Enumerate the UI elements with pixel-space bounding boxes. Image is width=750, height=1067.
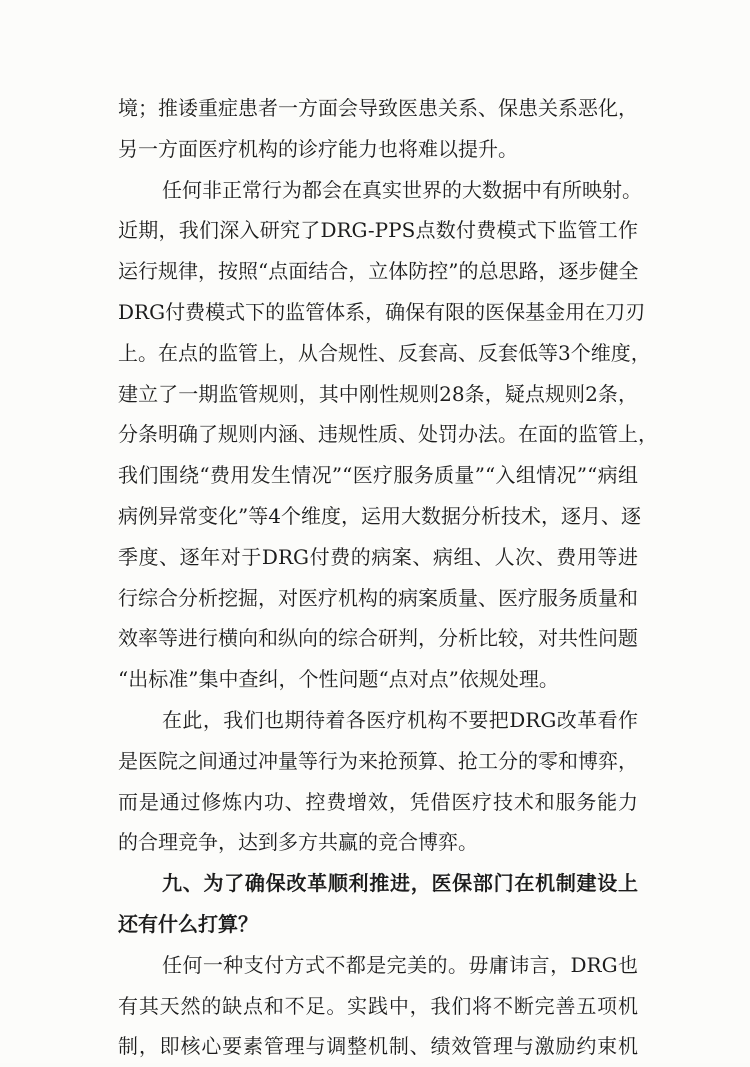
- paragraph-line: 在此，我们也期待着各医疗机构不要把DRG改革看作: [162, 707, 638, 732]
- paragraph-line: 而是通过修炼内功、控费增效，凭借医疗技术和服务能力: [118, 789, 638, 814]
- paragraph-line: 近期，我们深入研究了DRG-PPS点数付费模式下监管工作: [118, 218, 638, 243]
- paragraph-line: 是医院之间通过冲量等行为来抢预算、抢工分的零和博弈，: [118, 748, 638, 773]
- section-heading-line: 还有什么打算？: [118, 911, 258, 936]
- paragraph-line: 有其天然的缺点和不足。实践中，我们将不断完善五项机: [118, 993, 638, 1018]
- paragraph-line: 分条明确了规则内涵、违规性质、处罚办法。在面的监管上，: [118, 422, 658, 447]
- paragraph-line: 任何非正常行为都会在真实世界的大数据中有所映射。: [162, 177, 642, 202]
- paragraph-line: 病例异常变化”等4个维度，运用大数据分析技术，逐月、逐: [118, 503, 641, 528]
- paragraph-line: 制，即核心要素管理与调整机制、绩效管理与激励约束机: [118, 1034, 638, 1059]
- paragraph-line: 我们围绕“费用发生情况”“医疗服务质量”“入组情况”“病组: [118, 463, 638, 488]
- paragraph-line: 季度、逐年对于DRG付费的病案、病组、人次、费用等进: [118, 544, 638, 569]
- paragraph-line: 另一方面医疗机构的诊疗能力也将难以提升。: [118, 136, 518, 161]
- paragraph-line: 境；推诿重症患者一方面会导致医患关系、保患关系恶化，: [118, 96, 638, 120]
- paragraph-line: 效率等进行横向和纵向的综合研判，分析比较，对共性问题: [118, 626, 638, 651]
- paragraph-line: 任何一种支付方式不都是完美的。毋庸讳言，DRG也: [162, 952, 638, 977]
- document-body: [118, 88, 658, 1067]
- paragraph-line: 建立了一期监管规则，其中刚性规则28条，疑点规则2条，: [118, 381, 638, 406]
- paragraph-line: DRG付费模式下的监管体系，确保有限的医保基金用在刀刃: [118, 299, 646, 324]
- paragraph-line: 的合理竞争，达到多方共赢的竞合博弈。: [118, 830, 478, 855]
- paragraph-line: 上。在点的监管上，从合规性、反套高、反套低等3个维度，: [118, 340, 651, 365]
- paragraph-line: 行综合分析挖掘，对医疗机构的病案质量、医疗服务质量和: [118, 585, 638, 610]
- section-heading-line: 九、为了确保改革顺利推进，医保部门在机制建设上: [162, 871, 638, 896]
- paragraph-line: “出标准”集中查纠，个性问题“点对点”依规处理。: [118, 667, 559, 692]
- paragraph-line: 运行规律，按照“点面结合，立体防控”的总思路，逐步健全: [118, 259, 639, 284]
